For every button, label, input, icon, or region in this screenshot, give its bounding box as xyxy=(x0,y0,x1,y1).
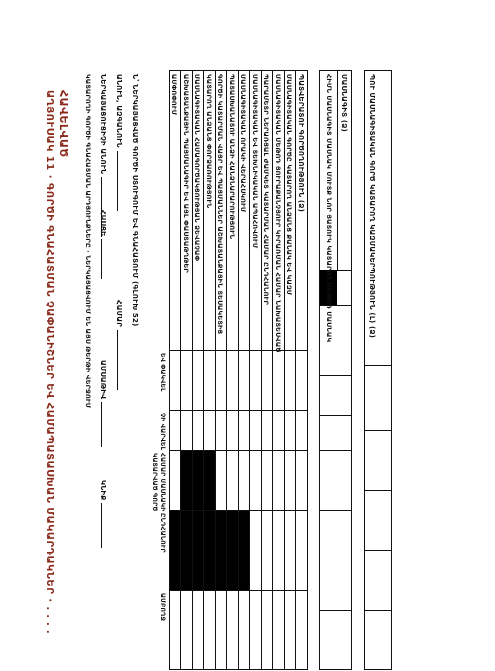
box2-divider xyxy=(319,415,352,416)
box2-right-rule xyxy=(319,669,352,670)
scale-label: ԸՆԴՀԱՆՈՒՐ xyxy=(159,513,166,553)
box2-divider xyxy=(319,375,352,376)
box2-divider xyxy=(319,305,352,306)
box2-bottom-rule xyxy=(319,70,320,670)
box2-left-rule xyxy=(319,70,352,71)
grid-row-label: ՊԱՏԱՍԽԱՆԱՏՈՒ ԱՆՁԻ ՀԱՆՁՆԱՐԱՐՈՒԹՅՈՒՆ xyxy=(228,74,236,240)
rotated-form-page xyxy=(40,70,400,670)
grid-row-rule xyxy=(261,70,262,670)
grid-row-rule xyxy=(227,70,228,670)
box1-left-rule xyxy=(364,70,392,71)
grid-row-rule xyxy=(204,70,205,670)
box1-divider xyxy=(364,430,392,431)
stamp-input-line[interactable] xyxy=(101,503,108,548)
grid-row-label: ԳՈՐԾԻ ԿԱՏԱՐՄԱՆ ՎԱՅՐ ԵՎ ՊԱՅՄԱՆՆԵՐ ԱՇԽԱՏԱՆՔԱՅԻՆ ՏԵՍԱԿԵՏԻՑ xyxy=(216,74,225,335)
grid-filled-cell xyxy=(182,511,193,590)
scale-label: ԱՄԲՈՂՋ xyxy=(159,593,166,622)
grid-heading: ՊԱՏՎԵՐԱՏՈՒ ԳՈՐԾՈՂՈՒԹՅՈՒՆ (Ձ) xyxy=(297,74,305,213)
grid-row-label: ՄԱՍՆԱԳԻՏԱԿԱՆ ՈՐԱԿԻ ՎԵՐԱՀՍԿՈՒՄ xyxy=(239,74,248,213)
date-label: ԱՄՍԱԹԻՎ xyxy=(99,360,107,400)
grid-filled-cell xyxy=(228,511,239,590)
scale-label: ԵՎ ՓԱԿՎԵԼ xyxy=(159,353,166,392)
side-title: ՀԱՎԵԼՎԱԾ xyxy=(57,90,70,158)
grid-column-rule xyxy=(170,590,308,591)
grid-top-rule xyxy=(307,70,308,670)
grid-row-rule xyxy=(192,70,193,670)
scale-sublabel: ԿԱՏԱՐՎԱԾ ԳՈՐԾ xyxy=(151,453,158,512)
grid-filled-cell xyxy=(205,451,216,510)
box1-divider xyxy=(364,550,392,551)
grid-filled-cell xyxy=(216,511,227,590)
signature-row1-left xyxy=(115,74,124,211)
scale-label: ՀԱՄԱՐ ՄԱՍՆԱԿԻ xyxy=(159,453,166,512)
box2-divider xyxy=(319,450,352,451)
signature-row2-right1 xyxy=(99,360,108,447)
grid-filled-cell xyxy=(193,451,204,510)
grid-row-rule xyxy=(215,70,216,670)
grid-row-label: ԱՄՓՈՓՈՒՄ xyxy=(170,74,179,116)
grid-filled-cell xyxy=(239,511,250,590)
row1-left-label: ԱՆՈՒՆ, ԱԶԳԱՆՈՒՆ xyxy=(115,74,123,148)
row2-mid-label: ՀԱՍՑԵ xyxy=(99,210,107,237)
scale-label: ՉԻ ՎԱՐՎԵԼ xyxy=(159,413,166,451)
box1-right-rule xyxy=(364,669,392,670)
grid-column-rule xyxy=(170,410,308,411)
grid-left-rule xyxy=(170,70,308,71)
box1-divider xyxy=(364,365,392,366)
number-input-line[interactable] xyxy=(117,330,124,390)
grid-row-rule xyxy=(284,70,285,670)
stamp-label: ԿՆԻՔ xyxy=(99,480,107,501)
box2-divider xyxy=(319,510,352,511)
grid-filled-cell xyxy=(205,511,216,590)
side-caption: ԱՂՅՈՒՍԱԿ 11 · ԳՈՐԾԻ ԳՆԱՀԱՏՄԱՆ ՉԱՓԱՆԻՇՆԵՐ ԵՎ ՀԱՄԱՊԱՏԱՍԽԱՆ ՄԱԿԱՐԴԱԿՆԵՐ · ․ ․ ․ ․ xyxy=(44,90,55,634)
signature-row2-mid xyxy=(99,210,108,279)
grid-row-label: ՄԱՍՆԱԳԻՏԱԿԱՆ ԳՈՐԾԸ ԿԱՏԱՐՈՂ ԱՆՁԱՆՑ ՔԱՆԱԿ ԵՎ ԿԱԶՄ xyxy=(285,74,294,296)
grid-row-label: ՄԱՍՆԱԳԻՏԱԿԱՆ ՀԱՄԱԳՈՐԾԱԿՑՈՒԹՅԱՆ ՁԵՎԱՉԱՓ xyxy=(193,74,202,262)
box1-header: ՊՈՒ ՄԱՍՆԱԳԻՏԱԿԱՆ ԳՈՐԾ ԿԱՏԱՐՈՂ ԿԱԶՄԱԿԵՐՊՈՒԹՅՈՒՆ (Լ) (Ձ) xyxy=(368,74,376,339)
grid-row-rule xyxy=(250,70,251,670)
name-input-line[interactable] xyxy=(117,151,124,211)
grid-row-rule xyxy=(181,70,182,670)
signature-row1-mid xyxy=(115,300,124,390)
grid-filled-cell xyxy=(170,511,181,590)
box1-bottom-rule xyxy=(364,70,365,670)
grid-row-label: ՄԱՍՆԱԳԻՏԱԿԱՆ ԵՎ ՏԵԽՆԻԿԱԿԱՆ ԱՊԱՀՈՎՈՒՄ xyxy=(251,74,259,249)
grid-row-rule xyxy=(238,70,239,670)
signature-row2-right2 xyxy=(99,480,108,548)
box2-row-rule xyxy=(337,70,338,270)
signature-title: Ն՝ ՆԵՐԿԱՅԱՑՎԱԾ ԳՈՐԾԻ ՍՏՈՒԳՈՒՄ ԵՎ ԳՆԱՀԱՏՈՒՄ (ԳԼՈՒԽ 52) xyxy=(131,74,139,327)
box2-top-rule xyxy=(351,70,352,670)
grid-row-label: ՊԱՐԱՄԵՏՐ ՆԵՐԱՌՅԱԼ ԺԱՄԿԵՏ ԿԱՏԱՐՄԱՆ ՀԱՄԱՐ ԸՆԴՀԱՆՈՒՐ xyxy=(262,74,271,306)
grid-row-label: ԱՇԽԱՏԱՆՔԱՅԻՆ ՊԱՅՄԱՆԱԳԻՐ ԵՎ ԱՅԼ ՓԱՍՏԱԹՂԹԵՐ xyxy=(182,74,190,273)
box1-top-rule xyxy=(391,70,392,670)
row2-left-label: ՆԵՐԿԱՅԱՑՈՒՑԻՉԻ ԱՆՈՒՆ xyxy=(99,74,107,175)
grid-row-rule xyxy=(273,70,274,670)
box1-divider xyxy=(364,490,392,491)
box2-line2: ՀԻՄՆ ՄԱՍՆԱԳԻՏ ՄԱՍՆԱԿ ՄՈՒՏՔ ՆՈՐ ՅԱՏՈՒԿ ԿԱՏԱՐՈՂ ՄԵԹՈԴ ՄԱՍՆԱԿ xyxy=(325,74,333,343)
row1-mid-label: ՀԱՄԱՐ xyxy=(115,300,123,328)
signature-footer: ԿԱՏԱՐՈՂԻ ԳՈՐԾԻ ԳՆԱՀԱՏՄԱՆ ԱՐԴՅՈՒՆՔՆԵՐԸ · ՆԵՐԿԱՅԱՑՎՈՒՄ ԵՆ ԱՅՍ ԹԵՐԹԻ ՎԵՐՋՈՒՄ xyxy=(84,74,92,409)
date-input-line[interactable] xyxy=(101,402,108,447)
box1-divider xyxy=(364,610,392,611)
grid-filled-cell xyxy=(182,451,193,510)
grid-column-rule xyxy=(170,350,308,351)
grid-row-label: ՄԱՍՆԱԳԻՏԱԿԱՆ ՄԵԹՈԴ ՅՈՒՐԱՔԱՆՉՅՈՒՐ ԿԻՐԱՌՄԱՆ ՀԱՄԱՐ ՆԱԽԱՏԵՍՎԱԾ xyxy=(274,74,282,353)
box2-divider xyxy=(319,610,352,611)
grid-row-rule xyxy=(296,70,297,670)
grid-row-label: ԿԱՏԱՐՈՂ ԱՆՁԱՆՑ ՓՈՐՁԱՌՈՒԹՅՈՒՆ xyxy=(205,74,213,209)
address-input-line[interactable] xyxy=(101,239,108,279)
grid-column-rule xyxy=(170,669,308,670)
grid-filled-cell xyxy=(193,511,204,590)
box2-line1: ՄԱՍՆԱԳԻՏ (Ձ) xyxy=(340,74,348,132)
